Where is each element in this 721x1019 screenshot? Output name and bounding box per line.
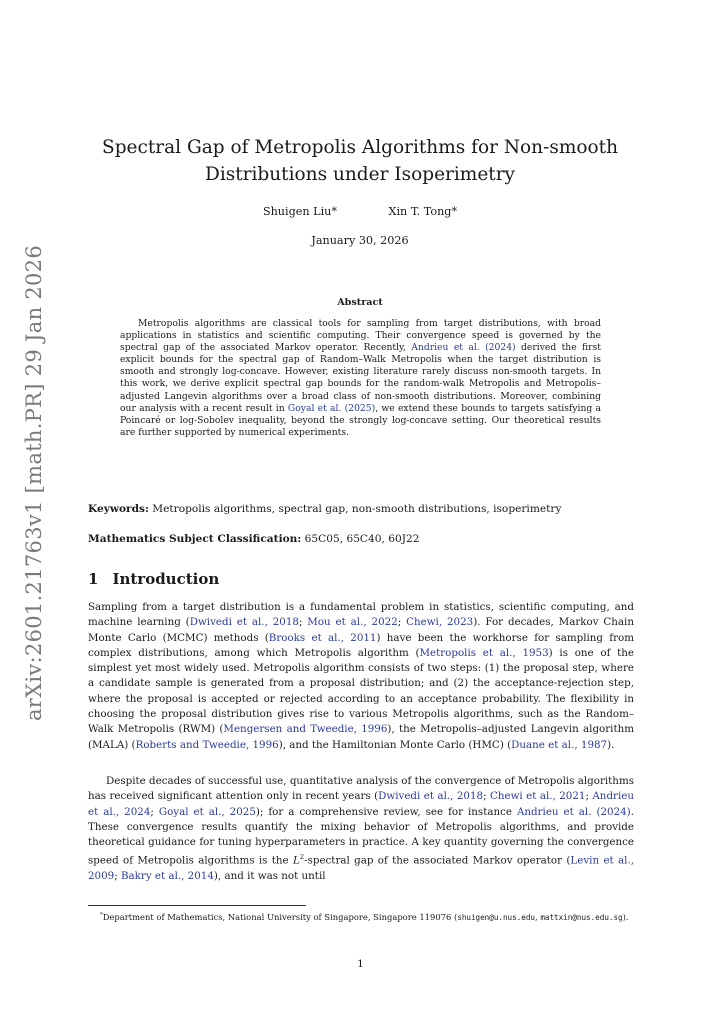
citation-link[interactable]: Duane et al., 1987 xyxy=(511,738,608,751)
citation-link[interactable]: Dwivedi et al., 2018 xyxy=(189,616,299,629)
intro-paragraph-1 xyxy=(88,600,634,753)
citation-link[interactable]: Chewi et al., 2021 xyxy=(489,790,586,803)
math-symbol: L xyxy=(292,854,300,867)
citation-link[interactable]: Andrieu et al., 2024 xyxy=(88,790,634,818)
abstract-heading: Abstract xyxy=(337,297,383,308)
footnote-text: Department of Mathematics, National University of Singapore, Singapore 119076 ( xyxy=(102,911,458,922)
email-link[interactable]: shuigen@u.nus.edu xyxy=(457,912,535,922)
abstract-text: derived the first explicit bounds for the spectral gap of Random–Walk Metropolis when the target distribution is smooth and strongly log-concave. However, existing literature rarely discuss non-smooth targets. In this work, we derive explicit spectral gap bounds for the random-walk Metropolis and Metropolis–adjusted Langevin algorithms over a broad class of non-smooth distributions. Moreover, combining our analysis with a recent result in xyxy=(120,342,601,414)
citation-link[interactable]: Metropolis et al., 1953 xyxy=(419,646,549,659)
citation-link[interactable]: Dwivedi et al., 2018 xyxy=(378,790,484,803)
msc-line xyxy=(88,533,632,545)
paragraph-text: -spectral gap of the associated Markov operator ( xyxy=(304,854,571,867)
title-line-2: Distributions under Isoperimetry xyxy=(204,164,516,185)
keywords-label: Keywords: xyxy=(88,503,149,515)
footnote xyxy=(88,909,634,924)
abstract-text: Metropolis algorithms are classical tools for sampling from target distributions, with broad applications in statistics and scientific computing. Their convergence speed is governed by the spectral gap of the associated Markov operator. Recently, xyxy=(120,318,601,354)
paragraph-text: ). For decades, Markov Chain Monte Carlo (MCMC) methods ( xyxy=(88,616,634,644)
arxiv-stamp-text: arXiv:2601.21763v1 [math.PR] 29 Jan 2026 xyxy=(22,244,46,721)
paragraph-text: ) is one of the simplest yet most widely used. Metropolis algorithm consists of two steps: (1) the proposal step, where a candidate sample is generated from a proposal distribution; and (2) the acceptance-rejection step, where the proposal is accepted or rejected according to an acceptance probability. The flexibility in choosing the proposal distribution gives rise to various Metropolis algorithms, such as the Random–Walk Metropolis (RWM) ( xyxy=(88,646,634,736)
paragraph-text: ; xyxy=(483,790,490,803)
page-number: 1 xyxy=(357,958,364,970)
paragraph-text: ; xyxy=(397,616,407,629)
footnote-rule xyxy=(88,905,306,906)
footnote-mark: * xyxy=(100,912,103,918)
paper-title xyxy=(88,134,632,188)
author-list xyxy=(88,205,632,218)
abstract-body xyxy=(120,318,601,439)
paragraph-text: ; xyxy=(585,790,593,803)
paragraph-text: ), and it was not until xyxy=(213,870,326,883)
paragraph-text: ), and the Hamiltonian Monte Carlo (HMC) ( xyxy=(278,738,512,751)
citation-link[interactable]: Brooks et al., 2011 xyxy=(268,631,377,644)
paragraph-text: ). xyxy=(607,738,615,751)
title-line-1: Spectral Gap of Metropolis Algorithms for Non-smooth xyxy=(102,137,618,158)
paragraph-text: ; xyxy=(114,870,121,883)
paragraph-text: ; xyxy=(150,805,159,818)
paragraph-text: ); for a comprehensive review, see for instance xyxy=(255,805,517,818)
msc-label: Mathematics Subject Classification: xyxy=(88,533,302,545)
citation-link[interactable]: Mou et al., 2022 xyxy=(307,616,398,629)
citation-link[interactable]: Roberts and Tweedie, 1996 xyxy=(135,738,279,751)
paragraph-text: Despite decades of successful use, quantitative analysis of the convergence of Metropolis algorithms has received significant attention only in recent years ( xyxy=(88,775,634,803)
intro-paragraph-2 xyxy=(88,774,634,885)
math-superscript: 2 xyxy=(299,853,305,862)
keywords-line xyxy=(88,503,632,515)
citation-link[interactable]: Goyal et al., 2025 xyxy=(158,805,256,818)
paper-date: January 30, 2026 xyxy=(311,234,409,247)
citation-link[interactable]: Andrieu et al. (2024) xyxy=(516,805,631,818)
paragraph-text: ) have been the workhorse for sampling from complex distributions, among which Metropolis algorithm ( xyxy=(88,631,635,659)
section-number: 1 xyxy=(88,570,99,588)
citation-link[interactable]: Chewi, 2023 xyxy=(406,616,474,629)
paragraph-text: ; xyxy=(298,616,308,629)
section-title: Introduction xyxy=(112,570,220,588)
citation-link[interactable]: Bakry et al., 2014 xyxy=(120,870,214,883)
citation-link[interactable]: Mengersen and Tweedie, 1996 xyxy=(223,723,388,736)
arxiv-identifier-stamp xyxy=(20,244,48,721)
footnote-text: , xyxy=(534,911,541,922)
section-heading xyxy=(88,570,219,588)
footnote-text: ). xyxy=(622,911,629,922)
author-2: Xin T. Tong* xyxy=(388,205,458,218)
citation-link[interactable]: Goyal et al. (2025) xyxy=(287,402,376,414)
keywords-text: Metropolis algorithms, spectral gap, non-smooth distributions, isoperimetry xyxy=(148,503,562,515)
email-link[interactable]: mattxin@nus.edu.sg xyxy=(540,912,623,922)
abstract-text: , we extend these bounds to targets satisfying a Poincaré or log-Sobolev inequality, beyond the strongly log-concave setting. Our theoretical results are further supported by numerical experiments. xyxy=(120,402,601,438)
msc-text: 65C05, 65C40, 60J22 xyxy=(301,533,420,545)
author-1: Shuigen Liu* xyxy=(262,205,337,218)
paragraph-text: . These convergence results quantify the mixing behavior of Metropolis algorithms, and provide theoretical guidance for tuning hyperparameters in practice. A key quantity governing the convergence speed of Metropolis algorithms is the xyxy=(88,805,634,867)
citation-link[interactable]: Levin et al., 2009 xyxy=(88,854,634,883)
paragraph-text: ), the Metropolis–adjusted Langevin algorithm (MALA) ( xyxy=(88,723,634,751)
citation-link[interactable]: Andrieu et al. (2024) xyxy=(411,342,516,354)
paragraph-text: Sampling from a target distribution is a fundamental problem in statistics, scientific computing, and machine learning ( xyxy=(88,601,634,629)
